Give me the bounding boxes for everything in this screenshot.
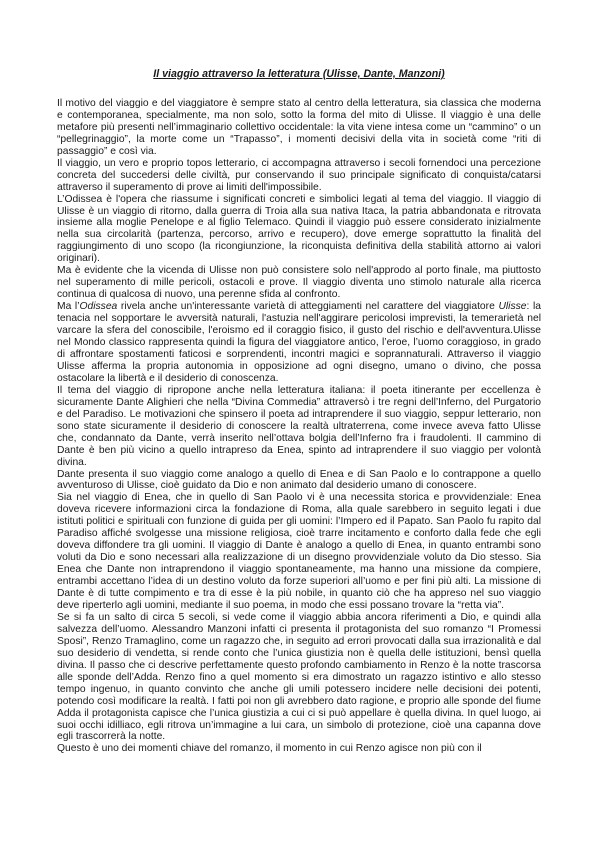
- paragraph-intro: Il motivo del viaggio e del viaggiatore è sempre stato al centro della letteratura, sia classica che moderna e contemporanea, specialmente, ma non solo, sotto la forma del mito di Ulisse. Il viaggio è una delle metafore più presenti nell’immaginario collettivo occidentale: la vita viene intesa come un “cammino” o un “pellegrinaggio”, la morte come un “Trapasso”, i momenti decisivi della vita in società come “riti di passaggio” e così via.: [57, 97, 541, 157]
- paragraph-manzoni: Se si fa un salto di circa 5 secoli, si vede come il viaggio abbia ancora riferimenti a Dio, e quindi alla salvezza dell’uomo. Alessandro Manzoni infatti ci presenta il protagonista del suo romanzo “I Promessi Sposi”, Renzo Tramaglino, come un ragazzo che, in seguito ad errori provocati dalla sua irrazionalità e dal suo desiderio di vendetta, si rende conto che l’unica giustizia non è quella delle istituzioni, bensì quella divina. Il passo che ci descrive perfettamente questo profondo cambiamento in Renzo è la notte trascorsa alle sponde dell’Adda. Renzo fino a quel momento si era dimostrato un ragazzo istintivo e allo stesso tempo ingenuo, in quanto convinto che anche gli umili potessero incidere nelle decisioni dei potenti, potendo così modificare la realtà. I fatti poi non gli avrebbero dato ragione, e proprio alle sponde del fiume Adda il protagonista capisce che l’unica giustizia a cui ci si può appellare è quella divina. In quel luogo, ai suoi occhi idilliaco, egli ritrova un’immagine a lui cara, un simbolo di protezione, cioè una capanna dove egli trascorrerà la notte.: [57, 611, 541, 743]
- paragraph-ulisse-carattere: [57, 301, 541, 385]
- paragraph-dante: Il tema del viaggio di ripropone anche nella letteratura italiana: il poeta itinerante per eccellenza è sicuramente Dante Alighieri che nella “Divina Commedia” attraversò i tre regni dell’Inferno, del Purgatorio e del Paradiso. Le motivazioni che spinsero il poeta ad intraprendere il suo viaggio, seppur letterario, non sono state sicuramente il desiderio di conoscere la realtà ultraterrena, come invece aveva fatto Ulisse che, condannato da Dante, verrà inserito nell’ottava bolgia dell’Inferno fra i fraudolenti. Il cammino di Dante è ben più vicino a quello intrapreso da Enea, spinto ad intraprendere il suo viaggio per volontà divina.: [57, 384, 541, 468]
- document-page: [57, 69, 541, 755]
- paragraph-ulisse-carattere-text: Ma l’Odissea rivela anche un'interessante varietà di atteggiamenti nel carattere del viaggiatore Ulisse: la tenacia nel sopportare le avversità naturali, l'astuzia nell'aggirare pericolosi imprevisti, la temerarietà nel varcare la sfera del conoscibile, l'eroismo ed il coraggio fisico, il gusto del rischio e dell'avventura.Ulisse nel Mondo classico rappresenta quindi la figura del viaggiatore antico, l’eroe, l’uomo coraggioso, in grado di affrontare spostamenti faticosi e sorprendenti, incontri magici e soprannaturali. Attraverso il viaggio Ulisse afferma la propria autonomia in opposizione ad ogni disegno, umano o divino, che possa ostacolare la libertà e il desiderio di conoscenza.: [57, 301, 541, 384]
- paragraph-topos: Il viaggio, un vero e proprio topos letterario, ci accompagna attraverso i secoli fornendoci una percezione concreta del succedersi delle civiltà, pur conservando il suo principale significato di conquista/catarsi attraverso il superamento di prove ai limiti dell'impossibile.: [57, 157, 541, 193]
- paragraph-enea-paolo: Sia nel viaggio di Enea, che in quello di San Paolo vi è una necessita storica e provvidenziale: Enea doveva ricevere informazioni circa la fondazione di Roma, alla quale sarebbero in seguito legati i due istituti politici e spirituali con funzione di guida per gli uomini: l’Impero ed il Papato. San Paolo fu rapito dal Paradiso affiché svolgesse una missione religiosa, cioè trarre incitamento e conforto dalla fede che egli doveva diffondere tra gli uomini. Il viaggio di Dante è analogo a quello di Enea, in quanto entrambi sono voluti da Dio e sono necessari alla realizzazione di un disegno provvidenziale voluto da Dio stesso. Sia Enea che Dante non intraprendono il viaggio spontaneamente, ma hanno una missione da compiere, entrambi accettano l’idea di un destino voluto da forze superiori all’uomo e per fini più alti. La missione di Dante è di tutte compimento e tra di esse è la più nobile, in quanto ciò che ha appreso nel suo viaggio deve riperterlo agli uomini, mediante il suo poema, in modo che essi possano trovare la “retta via”.: [57, 492, 541, 611]
- paragraph-dante-enea: Dante presenta il suo viaggio come analogo a quello di Enea e di San Paolo e lo contrappone a quello avventuroso di Ulisse, cioè guidato da Dio e non animato dal desiderio umano di conoscere.: [57, 468, 541, 492]
- document-title: Il viaggio attraverso la letteratura (Ulisse, Dante, Manzoni): [153, 68, 445, 80]
- paragraph-ulisse-prove: Ma è evidente che la vicenda di Ulisse non può consistere solo nell'approdo al porto finale, ma piuttosto nel superamento di mille pericoli, ostacoli e prove. Il viaggio diventa uno stimolo naturale alla ricerca continua di qualcosa di nuovo, una perenne sfida al confronto.: [57, 265, 541, 301]
- paragraph-renzo: Questo è uno dei momenti chiave del romanzo, il momento in cui Renzo agisce non più con il: [57, 743, 482, 755]
- paragraph-odissea: L’Odissea è l'opera che riassume i significati concreti e simbolici legati al tema del viaggio. Il viaggio di Ulisse è un viaggio di ritorno, dalla guerra di Troia alla sua nativa Itaca, la patria abbandonata e ritrovata insieme alla moglie Penelope e al figlio Telemaco. Quindi il viaggio può essere considerato inizialmente nella sua circolarità (partenza, percorso, arrivo e recupero), dove emerge soprattutto la finalità del raggiungimento di uno scopo (la ricongiunzione, la riconquista definitiva della stabilità attorno ai valori originari).: [57, 193, 541, 265]
